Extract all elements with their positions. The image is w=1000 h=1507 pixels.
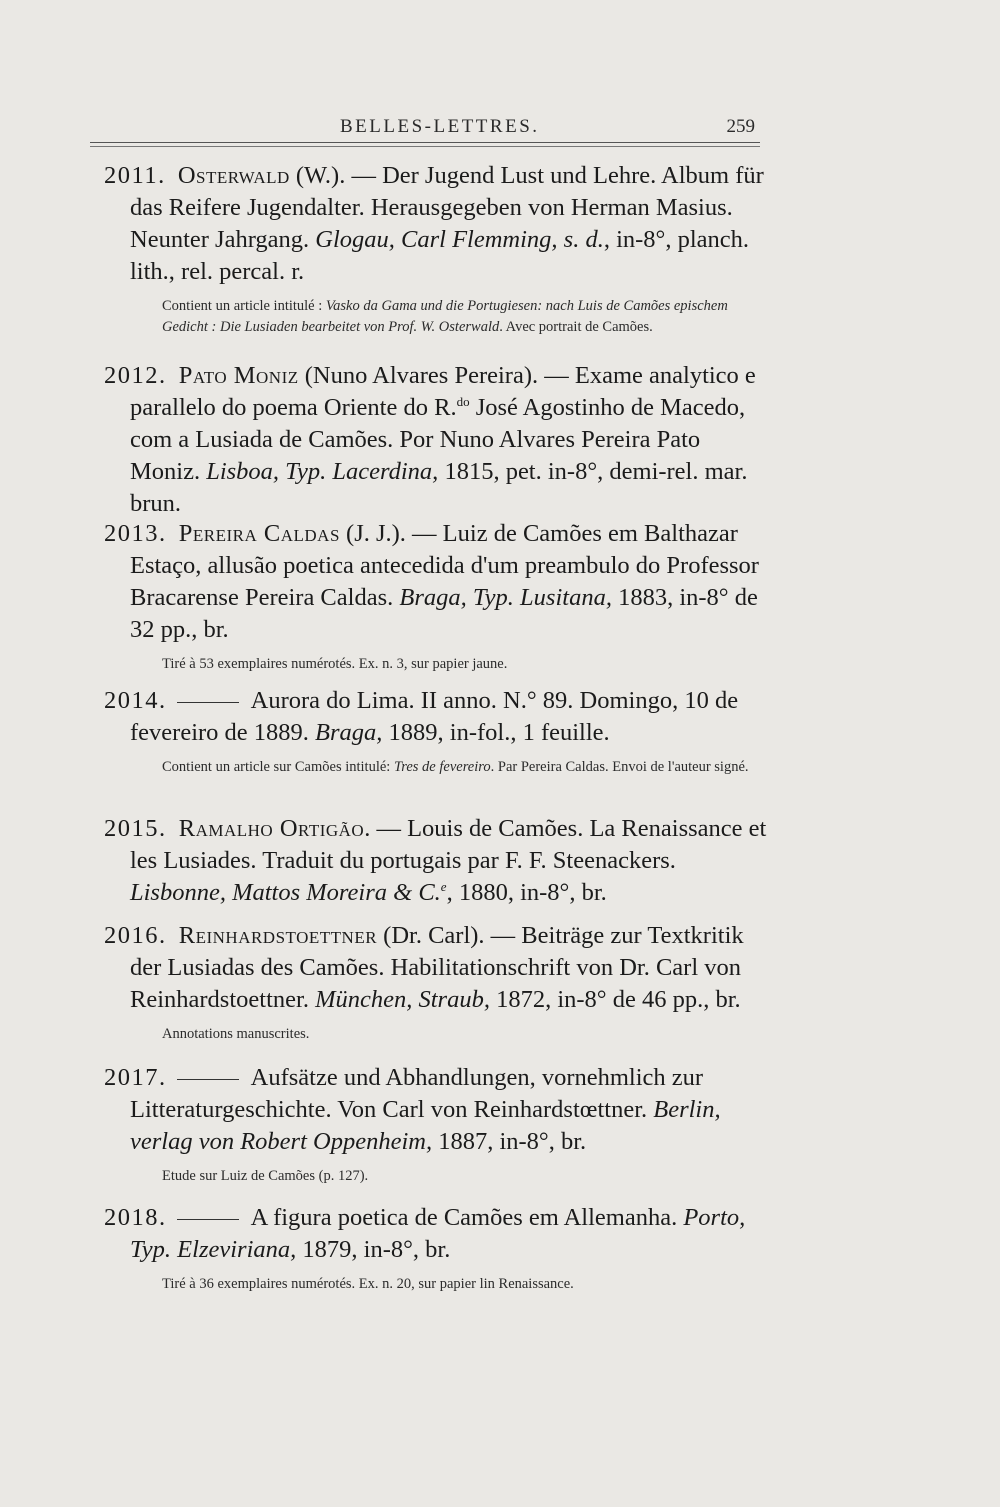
entry-text bbox=[104, 1062, 768, 1158]
entry-description: (W.). — Der Jugend Lust und Lehre. Album für das Reifere Jugendalter. Herausgegeben von Herman Masius. Neunter Jahrgang. bbox=[130, 162, 764, 253]
entry-description: (Dr. Carl). — Beiträge zur Textkritik der Lusiadas des Camões. Habilitationschrift von Dr. Carl von Reinhardstoettner. bbox=[130, 922, 744, 1013]
note-text: Contient un article sur Camões intitulé: bbox=[162, 759, 394, 775]
entry-author: Pereira Caldas bbox=[178, 520, 340, 547]
entry-imprint: Porto, Typ. Elzeviriana, bbox=[130, 1204, 746, 1263]
entry-note: Tiré à 36 exemplaires numérotés. Ex. n. 20, sur papier lin Renaissance. bbox=[162, 1276, 574, 1292]
entry-description: (J. J.). — Luiz de Camões em Balthazar Estaço, allusão poetica antecedida d'um preambulo do Professor Bracarense Pereira Caldas. bbox=[130, 520, 759, 611]
entry-collation: , in-8°, planch. lith., rel. percal. r. bbox=[130, 226, 750, 285]
entry-imprint: Braga, bbox=[315, 719, 383, 746]
catalog-entry-2013 bbox=[104, 518, 768, 675]
entry-collation: 1872, in-8° de 46 pp., br. bbox=[489, 986, 741, 1013]
ditto-dash bbox=[177, 1079, 239, 1080]
entry-number: 2012. bbox=[104, 362, 167, 389]
catalog-entry-2018 bbox=[104, 1202, 768, 1295]
entry-number: 2015. bbox=[104, 815, 167, 842]
entry-description: Aurora do Lima. II anno. N.° 89. Domingo, 10 de fevereiro de 1889. bbox=[130, 687, 739, 746]
entry-text bbox=[104, 1202, 768, 1266]
running-title: BELLES-LETTRES. bbox=[340, 116, 540, 137]
entry-description: . — Louis de Camões. La Renaissance et les Lusiades. Traduit du portugais par F. F. Steenackers. bbox=[130, 815, 767, 874]
catalog-entry-2017 bbox=[104, 1062, 768, 1187]
ditto-dash bbox=[177, 702, 239, 703]
entry-collation: 1879, in-8°, br. bbox=[296, 1236, 451, 1263]
entry-author: Pato Moniz bbox=[178, 362, 299, 389]
entry-collation: , 1880, in-8°, br. bbox=[446, 879, 607, 906]
entry-number: 2018. bbox=[104, 1204, 167, 1231]
entry-description: A figura poetica de Camões em Allemanha. bbox=[250, 1204, 684, 1231]
entry-imprint: Braga, Typ. Lusitana, bbox=[399, 584, 612, 611]
entry-note bbox=[104, 296, 768, 338]
entry-description: Aufsätze und Abhandlungen, vornehmlich zur Litteraturgeschichte. Von Carl von Reinhardstœttner. bbox=[130, 1064, 704, 1123]
entry-description: (Nuno Alvares Pereira). — Exame analytico e parallelo do poema Oriente do R. bbox=[130, 362, 756, 421]
ditto-dash bbox=[177, 1219, 239, 1220]
entry-author: Osterwald bbox=[177, 162, 290, 189]
note-title: Tres de fevereiro bbox=[393, 759, 491, 775]
entry-imprint: Berlin, verlag von Robert Oppenheim, bbox=[130, 1096, 721, 1155]
note-title: Vasko da Gama und die Portugiesen: nach Luis de Camões epischem Gedicht : Die Lusiaden bearbeitet von Prof. W. Osterwald bbox=[162, 298, 728, 335]
header-rule bbox=[90, 142, 760, 147]
entry-collation: 1889, in-fol., 1 feuille. bbox=[382, 719, 610, 746]
note-text-end: . Par Pereira Caldas. Envoi de l'auteur signé. bbox=[490, 759, 749, 775]
imprint-text: Lisbonne, Mattos Moreira & C. bbox=[130, 879, 441, 906]
note-text: Contient un article intitulé : bbox=[162, 298, 326, 314]
catalog-entry-2012 bbox=[104, 360, 768, 520]
entry-text bbox=[104, 685, 768, 749]
entry-imprint: Lisboa, Typ. Lacerdina, bbox=[206, 458, 439, 485]
catalog-entry-2015 bbox=[104, 813, 768, 909]
entry-text bbox=[104, 518, 768, 646]
entry-number: 2016. bbox=[104, 922, 167, 949]
entry-number: 2014. bbox=[104, 687, 167, 714]
entry-author: Reinhardstoettner bbox=[178, 922, 378, 949]
entry-text bbox=[104, 360, 768, 520]
entry-collation: 1887, in-8°, br. bbox=[432, 1128, 587, 1155]
entry-text bbox=[104, 813, 768, 909]
entry-description-cont: José Agostinho de Macedo, com a Lusiada de Camões. Por Nuno Alvares Pereira Pato Moniz. bbox=[130, 394, 746, 485]
entry-author: Ramalho Ortigão bbox=[178, 815, 365, 842]
entry-imprint: München, Straub, bbox=[315, 986, 490, 1013]
entry-number: 2011. bbox=[104, 162, 166, 189]
entry-note bbox=[104, 757, 768, 778]
entry-superscript: do bbox=[456, 393, 470, 409]
imprint-superscript: e bbox=[440, 878, 447, 894]
entry-collation: 1883, in-8° de 32 pp., br. bbox=[130, 584, 758, 643]
entry-note: Annotations manuscrites. bbox=[162, 1026, 310, 1042]
note-text-end: . Avec portrait de Camões. bbox=[499, 319, 653, 335]
entry-number: 2013. bbox=[104, 520, 167, 547]
entry-text bbox=[104, 920, 768, 1016]
entry-note: Etude sur Luiz de Camões (p. 127). bbox=[162, 1168, 369, 1184]
entry-collation: 1815, pet. in-8°, demi-rel. mar. brun. bbox=[130, 458, 748, 517]
catalog-entry-2011 bbox=[104, 160, 768, 338]
catalog-entry-2016 bbox=[104, 920, 768, 1045]
entry-imprint: Glogau, Carl Flemming, s. d. bbox=[315, 226, 604, 253]
page-header bbox=[90, 116, 755, 140]
entry-number: 2017. bbox=[104, 1064, 167, 1091]
entry-text bbox=[104, 160, 768, 288]
catalog-entry-2014 bbox=[104, 685, 768, 778]
entry-imprint bbox=[130, 879, 447, 906]
page-number: 259 bbox=[726, 116, 755, 137]
entry-note: Tiré à 53 exemplaires numérotés. Ex. n. 3, sur papier jaune. bbox=[162, 656, 508, 672]
